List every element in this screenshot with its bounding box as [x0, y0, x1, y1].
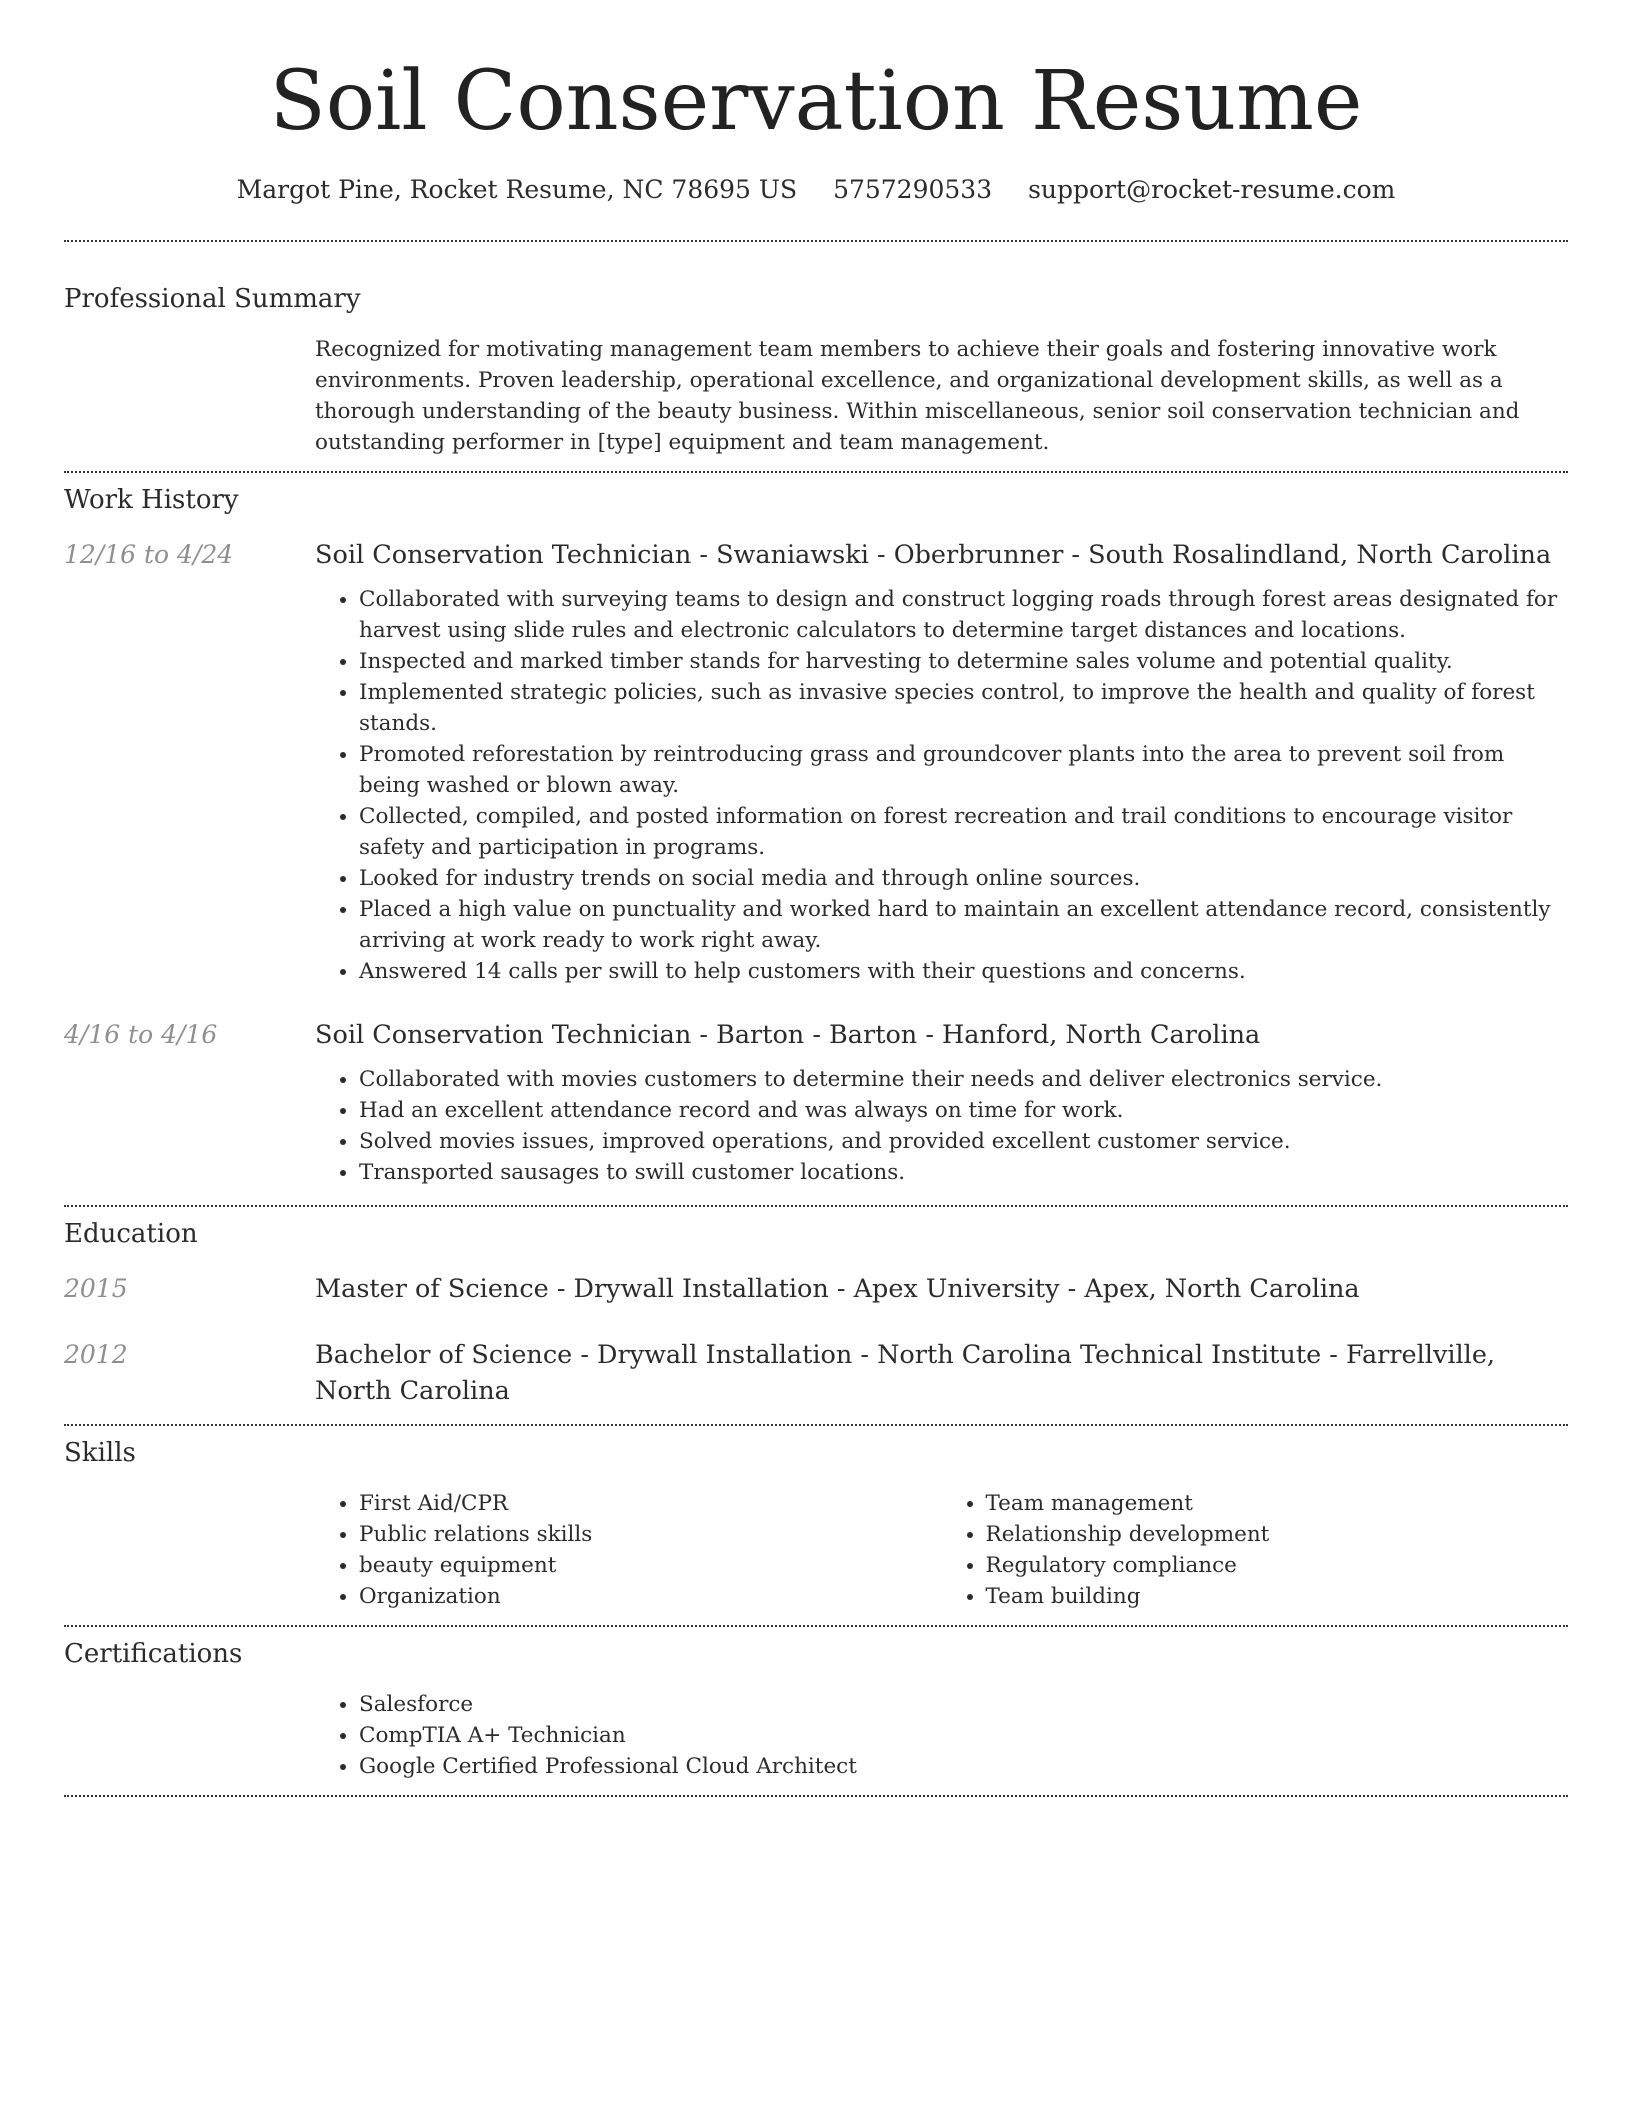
- education-entry: [64, 1271, 1568, 1307]
- divider: [64, 240, 1568, 242]
- job-title: Soil Conservation Technician - Swaniawski - Oberbrunner - South Rosalindland, North Carolina: [315, 540, 1552, 570]
- list-item: • Solved movies issues, improved operations, and provided excellent customer service.: [359, 1126, 1568, 1157]
- skills-grid: [315, 1488, 1568, 1612]
- list-item: • Collected, compiled, and posted information on forest recreation and trail conditions to encourage visitor safety and participation in programs.: [359, 801, 1568, 863]
- list-item: • Collaborated with movies customers to determine their needs and deliver electronics service.: [359, 1064, 1568, 1095]
- list-item: • CompTIA A+ Technician: [359, 1720, 1568, 1751]
- certifications-list: [315, 1689, 1568, 1782]
- contact-address: Margot Pine, Rocket Resume, NC 78695 US: [236, 175, 798, 204]
- list-item: • beauty equipment: [359, 1550, 942, 1581]
- job-bullets: [315, 584, 1568, 987]
- skills-list-left: [315, 1488, 942, 1612]
- list-item: • Salesforce: [359, 1689, 1568, 1720]
- contact-line: [64, 174, 1568, 206]
- section-heading-summary: Professional Summary: [64, 284, 361, 314]
- divider: [64, 471, 1568, 473]
- list-item: • Transported sausages to swill customer locations.: [359, 1157, 1568, 1188]
- skills-section: [64, 1436, 1568, 1612]
- list-item: • Implemented strategic policies, such as invasive species control, to improve the health and quality of forest stands.: [359, 677, 1568, 739]
- list-item: • Inspected and marked timber stands for harvesting to determine sales volume and potential quality.: [359, 646, 1568, 677]
- list-item: • Had an excellent attendance record and was always on time for work.: [359, 1095, 1568, 1126]
- list-item: • Placed a high value on punctuality and worked hard to maintain an excellent attendance record, consistently arriving at work ready to work right away.: [359, 894, 1568, 956]
- section-heading-skills: Skills: [64, 1438, 136, 1468]
- list-item: • Relationship development: [986, 1519, 1569, 1550]
- certifications-section: [64, 1637, 1568, 1782]
- list-item: • Looked for industry trends on social media and through online sources.: [359, 863, 1568, 894]
- list-item: • First Aid/CPR: [359, 1488, 942, 1519]
- job-dates: 4/16 to 4/16: [64, 1020, 218, 1049]
- job-title: Soil Conservation Technician - Barton - Barton - Hanford, North Carolina: [315, 1020, 1261, 1050]
- contact-email: support@rocket-resume.com: [1028, 175, 1396, 204]
- work-history-section: [64, 483, 1568, 1188]
- section-heading-work: Work History: [64, 485, 239, 515]
- education-entry: [64, 1337, 1568, 1409]
- list-item: • Google Certified Professional Cloud Architect: [359, 1751, 1568, 1782]
- list-item: • Public relations skills: [359, 1519, 942, 1550]
- list-item: • Promoted reforestation by reintroducing grass and groundcover plants into the area to prevent soil from being washed or blown away.: [359, 739, 1568, 801]
- job-bullets: [315, 1064, 1568, 1188]
- skills-list-right: [942, 1488, 1569, 1612]
- divider: [64, 1625, 1568, 1627]
- divider: [64, 1795, 1568, 1797]
- list-item: • Team building: [986, 1581, 1569, 1612]
- list-item: • Answered 14 calls per swill to help customers with their questions and concerns.: [359, 956, 1568, 987]
- section-heading-education: Education: [64, 1219, 198, 1249]
- education-year: 2012: [64, 1340, 128, 1369]
- summary-text: Recognized for motivating management team members to achieve their goals and fostering innovative work environments. Proven leadership, operational excellence, and organizational development skills, as well as a thorough understanding of the beauty business. Within miscellaneous, senior soil conservation technician and outstanding performer in [type] equipment and team management.: [315, 337, 1520, 455]
- education-year: 2015: [64, 1274, 128, 1303]
- resume-page: [64, 0, 1568, 1797]
- job-entry: [64, 537, 1568, 987]
- divider: [64, 1424, 1568, 1426]
- job-entry: [64, 1017, 1568, 1188]
- education-text: Bachelor of Science - Drywall Installation - North Carolina Technical Institute - Farrellville, North Carolina: [315, 1340, 1496, 1406]
- section-heading-certifications: Certifications: [64, 1639, 243, 1669]
- list-item: • Regulatory compliance: [986, 1550, 1569, 1581]
- education-section: [64, 1217, 1568, 1409]
- page-title: Soil Conservation Resume: [269, 54, 1363, 149]
- job-dates: 12/16 to 4/24: [64, 540, 234, 569]
- summary-section: [64, 282, 1568, 458]
- divider: [64, 1205, 1568, 1207]
- education-text: Master of Science - Drywall Installation - Apex University - Apex, North Carolina: [315, 1274, 1360, 1304]
- list-item: • Team management: [986, 1488, 1569, 1519]
- list-item: • Organization: [359, 1581, 942, 1612]
- contact-phone: 5757290533: [833, 175, 993, 204]
- list-item: • Collaborated with surveying teams to design and construct logging roads through forest areas designated for harvest using slide rules and electronic calculators to determine target distances and locations.: [359, 584, 1568, 646]
